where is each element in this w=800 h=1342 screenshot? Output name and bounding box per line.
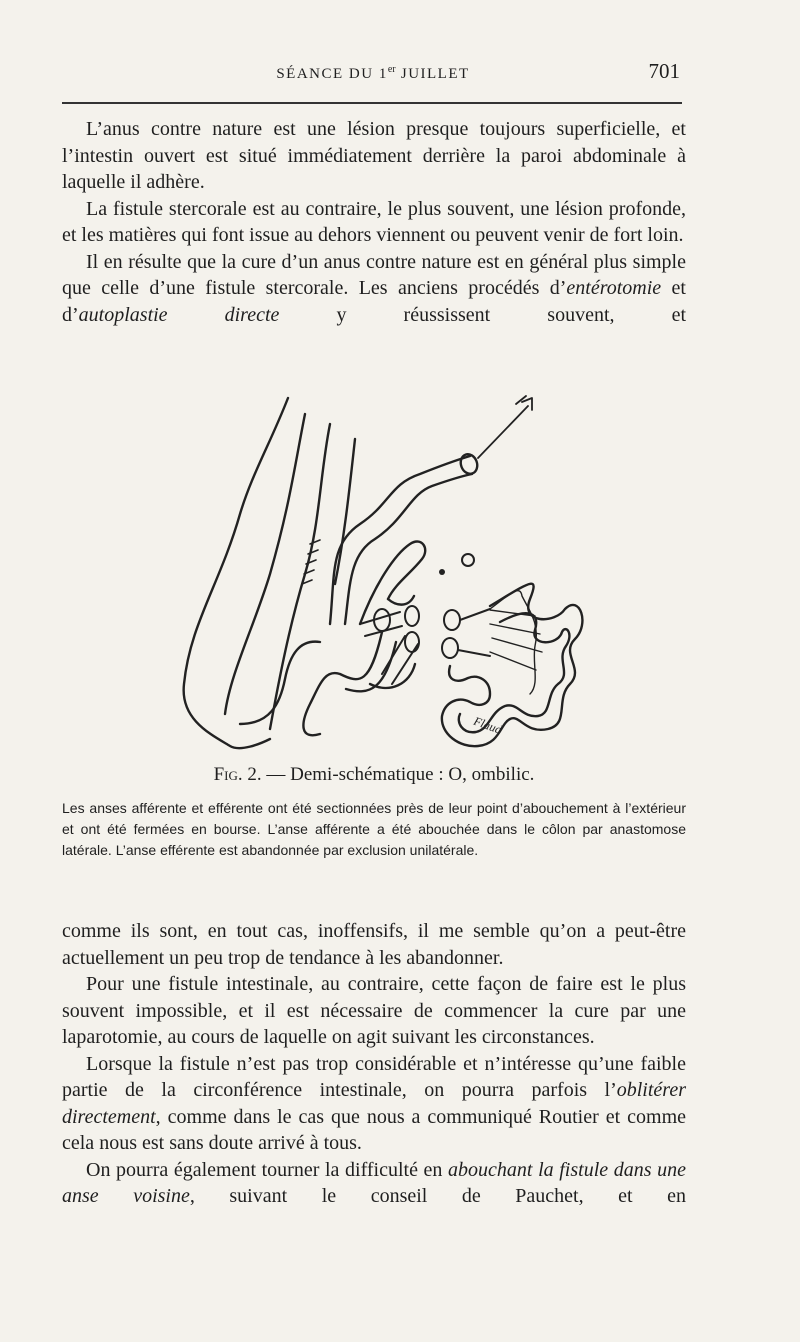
figure-illustration — [160, 384, 600, 764]
running-header — [62, 58, 684, 92]
paragraph: On pourra également tourner la difficulté en abouchant la fistule dans une anse voisine, suivant le conseil de Pauchet, et en — [62, 1158, 687, 1207]
page-number: 701 — [648, 59, 680, 83]
body-text-top — [62, 116, 686, 328]
figure-legend: Les anses afférente et efférente ont été sectionnées près de leur point d’abouchement à l’extérieur et ont été fermées en bourse. L’anse afférente a été abouchée dans le côlon par anastomose latérale. L’anse efférente est abandonnée par exclusion unilatérale. — [62, 800, 686, 858]
paragraph: Lorsque la fistule n’est pas trop considérable et n’intéresse qu’une faible partie de la circonférence intestinale, on pourra parfois l’oblitérer directement, comme dans le cas que nous a communiqué Routier et comme cela nous est sans doute arrivé à tous. — [62, 1052, 686, 1154]
paragraph: La fistule stercorale est au contraire, le plus souvent, une lésion profonde, et les matières qui font issue au dehors viennent ou peuvent venir de fort loin. — [62, 197, 686, 246]
mesentery — [490, 591, 542, 694]
body-text-bottom — [62, 918, 686, 1210]
abdominal-wall-outline — [184, 398, 288, 748]
header-rule — [62, 102, 682, 104]
paragraph: L’anus contre nature est une lésion presque toujours superficielle, et l’intestin ouvert est situé immédiatement derrière la paroi abdominale à laquelle il adhère. — [62, 118, 686, 193]
paragraph: comme ils sont, en tout cas, inoffensifs, il me semble qu’on a peut-être actuellement un peu trop de tendance à les abandonner. — [62, 920, 686, 969]
paragraph: Pour une fistule intestinale, au contraire, cette façon de faire est le plus souvent impossible, et il est nécessaire de commencer la cure par une laparotomie, au cours de laquelle on agit suivant les circonstances. — [62, 973, 686, 1048]
small-intestine — [442, 584, 583, 746]
header-title: SÉANCE DU 1er JUILLET — [276, 64, 470, 82]
illustrator-signature: Flaud — [471, 713, 504, 737]
figure-caption: Fig. 2. — Demi-schématique : O, ombilic. — [213, 764, 535, 785]
arrow — [478, 396, 532, 458]
paragraph: Il en résulte que la cure d’un anus contre nature est en général plus simple que celle d’une fistule stercorale. Les anciens procédés d’entérotomie et d’autoplastie directe y réussissent souvent, et — [62, 250, 687, 326]
